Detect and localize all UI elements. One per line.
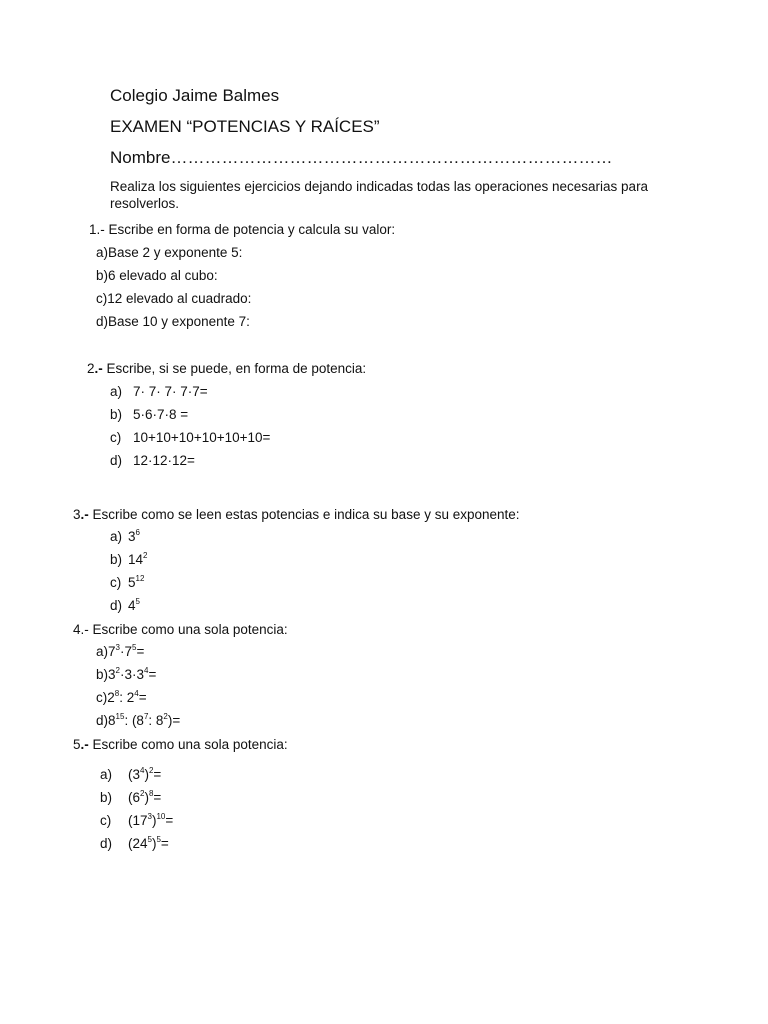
- power-base: 3: [128, 529, 136, 544]
- q4-item-b: [96, 666, 156, 683]
- power-exponent: 5: [135, 597, 140, 606]
- q3-item-c: [110, 574, 144, 591]
- item-label: d): [96, 713, 109, 728]
- q5-item-a: [100, 766, 161, 783]
- expr-exponent: 10: [156, 812, 166, 821]
- item-label: a): [110, 384, 123, 399]
- expr-text: (3: [128, 767, 141, 782]
- school-name: Colegio Jaime Balmes: [110, 86, 280, 105]
- item-label: c): [110, 430, 122, 445]
- q3-item-a: [110, 528, 140, 545]
- question-2-title: [87, 360, 366, 377]
- question-3-title: [73, 506, 520, 523]
- expr-text: ): [144, 790, 149, 805]
- power-exponent: 6: [135, 528, 140, 537]
- expr-exponent: 2: [163, 712, 168, 721]
- expr-exponent: 4: [134, 689, 139, 698]
- expr-exponent: 2: [140, 789, 145, 798]
- expr-exponent: 2: [148, 766, 154, 775]
- item-text: Base 10 y exponente 7:: [108, 314, 250, 329]
- item-label: b): [100, 790, 113, 805]
- exam-title: EXAMEN “POTENCIAS Y RAÍCES”: [110, 117, 380, 136]
- expr-exponent: 4: [144, 666, 149, 675]
- q2-item-a: [110, 383, 208, 400]
- name-field: Nombre……………………………………………………………………: [110, 148, 613, 167]
- q5-item-d: [100, 835, 169, 852]
- expr-text: ): [151, 836, 157, 851]
- item-label: a): [100, 767, 113, 782]
- expr-text: ): [144, 767, 149, 782]
- question-separator: .-: [80, 737, 93, 752]
- expr-text: =: [136, 644, 145, 659]
- q1-item-b: [96, 267, 218, 284]
- item-text: 6 elevado al cubo:: [108, 268, 218, 283]
- q2-item-c: [110, 429, 270, 446]
- question-text: Escribe como se leen estas potencias e indica su base y su exponente:: [92, 507, 520, 522]
- expr-exponent: 8: [114, 689, 120, 698]
- power-exponent: 12: [135, 574, 145, 583]
- expr-text: )=: [167, 713, 181, 728]
- q3-item-b: [110, 551, 147, 568]
- power-base: 14: [128, 552, 144, 567]
- expr-text: =: [153, 790, 162, 805]
- item-label: d): [100, 836, 113, 851]
- q1-item-c: [96, 290, 251, 307]
- expr-text: 8: [108, 713, 116, 728]
- item-label: a): [96, 644, 109, 659]
- item-label: b): [110, 407, 123, 422]
- expr-exponent: 7: [143, 712, 149, 721]
- expr-text: ): [151, 813, 157, 828]
- item-text: 5·6·7·8 =: [133, 407, 189, 422]
- q4-item-a: [96, 643, 144, 660]
- question-number: 3: [73, 507, 81, 522]
- q1-item-d: [96, 313, 250, 330]
- item-label: b): [96, 667, 109, 682]
- expr-text: =: [165, 813, 174, 828]
- power-base: 4: [128, 598, 136, 613]
- expr-exponent: 3: [115, 643, 120, 652]
- expr-text: : 2: [119, 690, 135, 705]
- q4-item-c: [96, 689, 147, 706]
- expr-text: =: [148, 667, 157, 682]
- q5-item-b: [100, 789, 161, 806]
- item-label: b): [96, 268, 109, 283]
- question-1-title: 1.- Escribe en forma de potencia y calcula su valor:: [89, 222, 396, 237]
- question-text: Escribe como una sola potencia:: [92, 737, 288, 752]
- expr-exponent: 3: [147, 812, 152, 821]
- instructions: Realiza los siguientes ejercicios dejando indicadas todas las operaciones necesarias para resolverlos.: [110, 179, 649, 211]
- expr-text: =: [153, 767, 162, 782]
- expr-text: 7: [108, 644, 116, 659]
- expr-text: : 8: [148, 713, 164, 728]
- item-label: a): [110, 529, 123, 544]
- expr-text: (17: [128, 813, 148, 828]
- expr-exponent: 2: [115, 666, 120, 675]
- expr-exponent: 8: [148, 789, 154, 798]
- item-label: d): [110, 453, 123, 468]
- q3-item-d: [110, 597, 140, 614]
- expr-exponent: 4: [140, 766, 145, 775]
- q4-item-d: [96, 712, 180, 729]
- item-text: 10+10+10+10+10+10=: [133, 430, 271, 445]
- expr-text: =: [160, 836, 169, 851]
- power-base: 5: [128, 575, 136, 590]
- item-label: b): [110, 552, 123, 567]
- expr-exponent: 5: [156, 835, 161, 844]
- question-number: 2: [87, 361, 95, 376]
- expr-text: : (8: [124, 713, 144, 728]
- expr-text: 2: [107, 690, 115, 705]
- item-text: 12 elevado al cuadrado:: [107, 291, 252, 306]
- item-label: c): [96, 690, 108, 705]
- expr-text: (24: [128, 836, 148, 851]
- item-label: c): [100, 813, 112, 828]
- question-4-title: 4.- Escribe como una sola potencia:: [73, 622, 288, 637]
- item-label: c): [110, 575, 122, 590]
- expr-text: ·3·3: [119, 667, 144, 682]
- expr-exponent: 5: [132, 643, 137, 652]
- item-label: d): [96, 314, 109, 329]
- item-text: 7· 7· 7· 7·7=: [133, 384, 208, 399]
- item-label: c): [96, 291, 108, 306]
- item-text: Base 2 y exponente 5:: [108, 245, 243, 260]
- item-text: 12·12·12=: [133, 453, 195, 468]
- expr-exponent: 5: [147, 835, 152, 844]
- expr-text: =: [138, 690, 147, 705]
- q1-item-a: [96, 244, 242, 261]
- question-text: Escribe, si se puede, en forma de potencia:: [106, 361, 367, 376]
- expr-exponent: 15: [115, 712, 125, 721]
- expr-text: ·7: [119, 644, 132, 659]
- q5-item-c: [100, 812, 173, 829]
- expr-text: (6: [128, 790, 141, 805]
- item-label: d): [110, 598, 123, 613]
- question-5-title: [73, 736, 288, 753]
- item-label: a): [96, 245, 109, 260]
- q2-item-b: [110, 406, 188, 423]
- question-separator: .-: [80, 507, 93, 522]
- expr-text: 3: [108, 667, 116, 682]
- question-separator: .-: [94, 361, 107, 376]
- q2-item-d: [110, 452, 195, 469]
- power-exponent: 2: [143, 551, 148, 560]
- question-number: 5: [73, 737, 81, 752]
